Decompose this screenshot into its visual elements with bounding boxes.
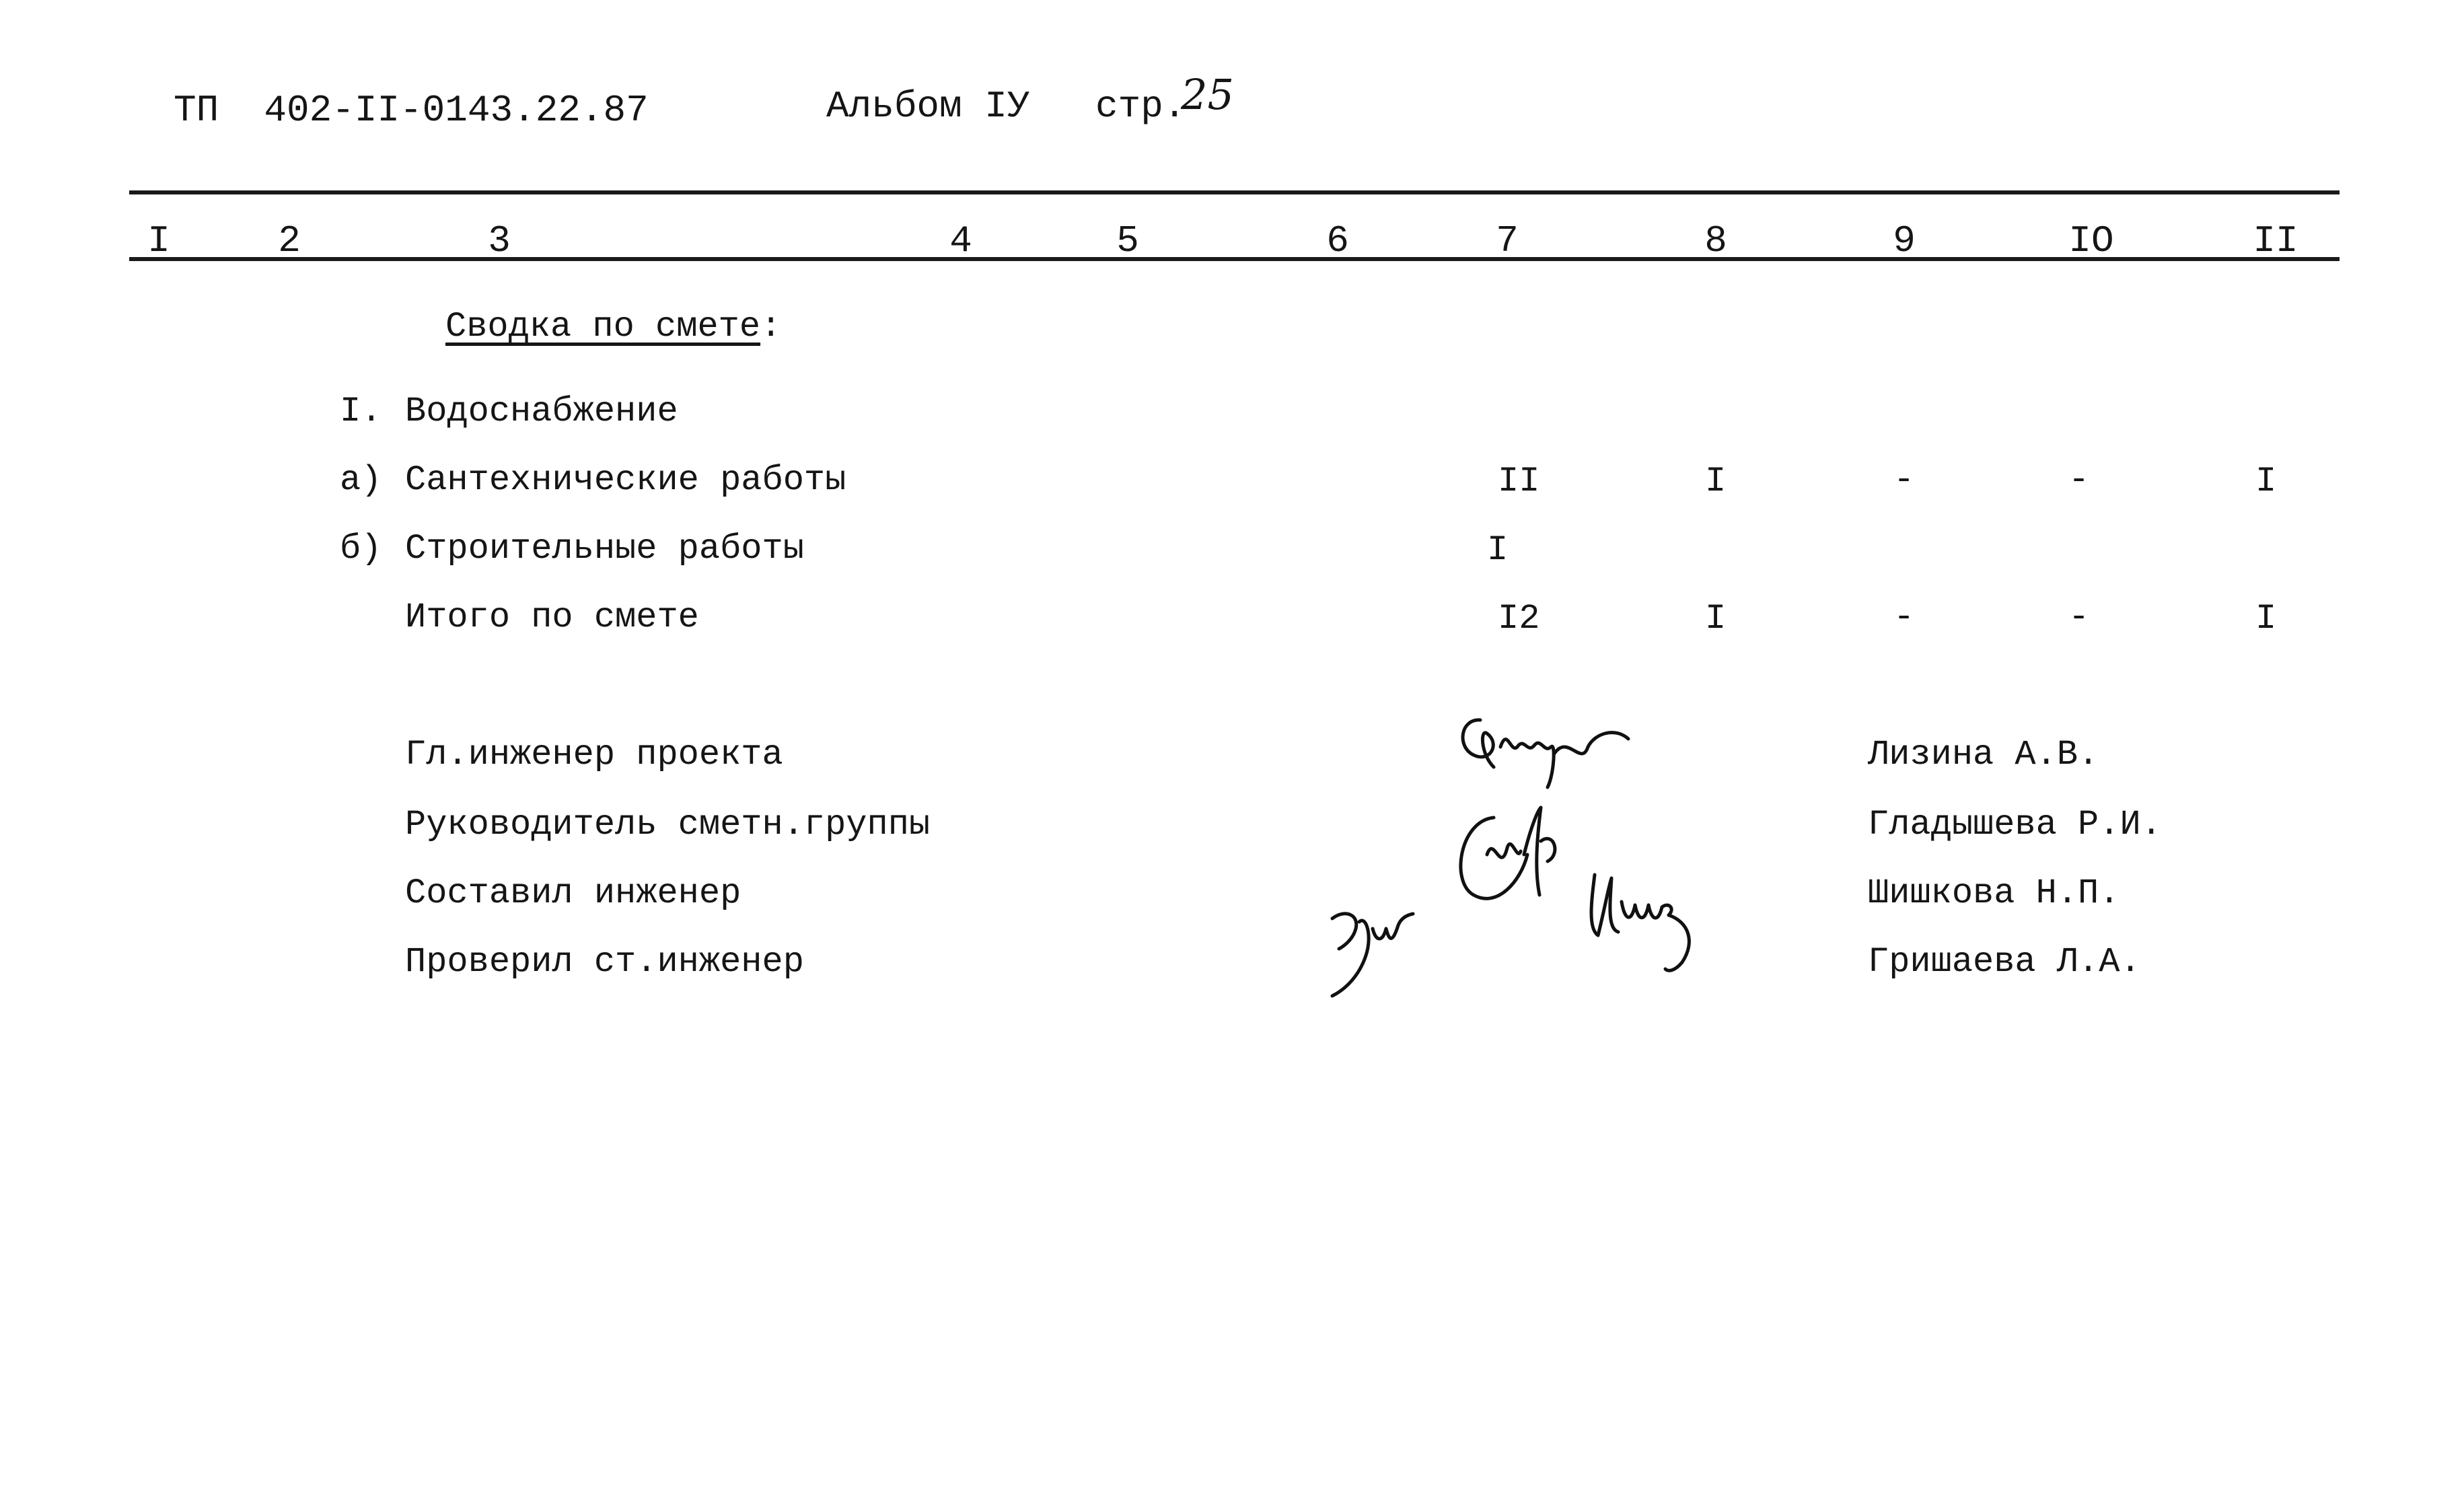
column-number-11: II — [2253, 219, 2298, 262]
total-value-col7: I2 — [1498, 599, 1540, 639]
row-mark: б) — [340, 529, 382, 569]
total-value-col11: I — [2255, 599, 2277, 639]
signatory-role: Руководитель сметн.группы — [405, 805, 931, 844]
row-value-col8: I — [1705, 462, 1727, 501]
signatory-name: Гладышева Р.И. — [1868, 805, 2162, 844]
column-number-2: 2 — [278, 219, 301, 262]
total-value-col10: - — [2068, 598, 2090, 637]
signatory-role: Проверил ст.инженер — [405, 942, 804, 982]
signatory-name: Гришаева Л.А. — [1868, 942, 2141, 982]
page-label: стр. — [1095, 85, 1186, 128]
signatory-role: Гл.инженер проекта — [405, 735, 783, 775]
row-mark: а) — [340, 460, 382, 500]
summary-title — [445, 307, 782, 347]
column-number-9: 9 — [1893, 219, 1916, 262]
project-code: ТП 402-II-0143.22.87 — [174, 89, 649, 132]
row-value-col10: - — [2068, 460, 2090, 500]
page-number: 25 — [1181, 70, 1234, 119]
column-number-8: 8 — [1704, 219, 1727, 262]
column-number-3: 3 — [488, 219, 511, 262]
section-label: Водоснабжение — [405, 392, 678, 431]
column-number-7: 7 — [1496, 219, 1519, 262]
column-number-4: 4 — [949, 219, 972, 262]
total-value-col8: I — [1705, 599, 1727, 639]
signatory-name: Шишкова Н.П. — [1868, 873, 2120, 913]
summary-title-colon: : — [760, 307, 782, 347]
row-label: Сантехнические работы — [405, 460, 846, 500]
total-label: Итого по смете — [405, 598, 699, 637]
album-label: Альбом IУ — [826, 85, 1030, 128]
column-number-1: I — [147, 219, 170, 262]
signature-compiler — [1581, 861, 1716, 976]
signature-group-head — [1447, 801, 1601, 915]
summary-title-text: Сводка по смете — [445, 307, 761, 347]
column-number-rule — [129, 257, 2340, 261]
row-value-col11: I — [2255, 462, 2277, 501]
row-value-col9: - — [1893, 460, 1915, 500]
signature-checker — [1319, 895, 1440, 1003]
total-value-col9: - — [1893, 598, 1915, 637]
row-label: Строительные работы — [405, 529, 804, 569]
row-value-col7: II — [1498, 462, 1540, 501]
signature-chief-engineer — [1453, 707, 1648, 794]
column-number-6: 6 — [1326, 219, 1349, 262]
column-number-5: 5 — [1116, 219, 1139, 262]
column-number-10: IO — [2068, 219, 2114, 262]
section-number: I. — [340, 392, 382, 431]
signatory-name: Лизина А.В. — [1868, 735, 2099, 775]
row-value-col7: I — [1487, 530, 1509, 570]
signatory-role: Составил инженер — [405, 873, 741, 913]
top-rule — [129, 190, 2340, 194]
